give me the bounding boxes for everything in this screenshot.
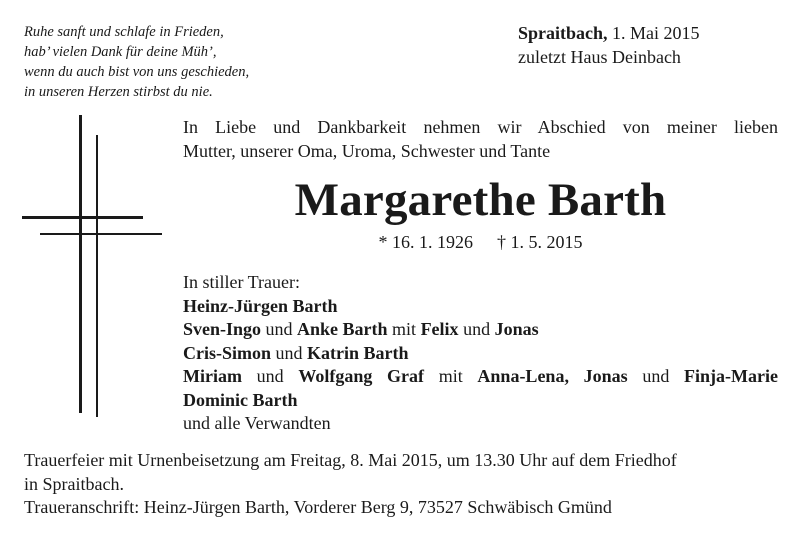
mourners-closing: und alle Verwandten bbox=[183, 413, 331, 433]
cross-vertical-bar bbox=[79, 115, 82, 413]
poem-line: hab’ vielen Dank für deine Müh’, bbox=[24, 44, 217, 60]
poem-line: in unseren Herzen stirbst du nie. bbox=[24, 84, 213, 100]
mourner-line: Miriam und Wolfgang Graf mit Anna-Lena, Jonas und Finja-Marie bbox=[183, 366, 778, 386]
life-dates bbox=[183, 230, 778, 254]
mourner-line: Heinz-Jürgen Barth bbox=[183, 295, 338, 316]
funeral-details bbox=[24, 449, 714, 520]
place: Spraitbach, bbox=[518, 23, 608, 43]
poem bbox=[24, 22, 249, 102]
funeral-line: in Spraitbach. bbox=[24, 473, 124, 494]
mourners-heading: In stiller Trauer: bbox=[183, 272, 300, 292]
intro-line: Mutter, unserer Oma, Uroma, Schwester und Tante bbox=[183, 141, 551, 161]
deceased-name: Margarethe Barth bbox=[294, 174, 667, 226]
poem-line: Ruhe sanft und schlafe in Frieden, bbox=[24, 24, 224, 40]
date: 1. Mai 2015 bbox=[612, 23, 700, 43]
mourners-list bbox=[183, 271, 778, 436]
birth-date: * 16. 1. 1926 bbox=[378, 232, 473, 252]
place-and-date bbox=[518, 21, 778, 69]
cross-vertical-shadow bbox=[96, 135, 98, 417]
mourning-address: Traueranschrift: Heinz-Jürgen Barth, Vorderer Berg 9, 73527 Schwäbisch Gmünd bbox=[24, 497, 612, 517]
death-date: † 1. 5. 2015 bbox=[497, 232, 583, 252]
place-date-line bbox=[518, 21, 778, 45]
last-residence: zuletzt Haus Deinbach bbox=[518, 47, 681, 67]
cross-horizontal-shadow bbox=[40, 233, 162, 235]
mourner-line: Sven-Ingo und Anke Barth mit Felix und Jonas bbox=[183, 319, 539, 339]
mourner-line: Cris-Simon und Katrin Barth bbox=[183, 342, 409, 363]
intro-line: In Liebe und Dankbarkeit nehmen wir Abschied von meiner lieben bbox=[183, 117, 778, 137]
cross-horizontal-bar bbox=[22, 216, 143, 219]
funeral-line: Trauerfeier mit Urnenbeisetzung am Freitag, 8. Mai 2015, um 13.30 Uhr auf dem Friedhof bbox=[24, 450, 677, 470]
mourner-line: Dominic Barth bbox=[183, 389, 298, 410]
intro-text bbox=[183, 115, 778, 163]
poem-line: wenn du auch bist von uns geschieden, bbox=[24, 64, 250, 80]
